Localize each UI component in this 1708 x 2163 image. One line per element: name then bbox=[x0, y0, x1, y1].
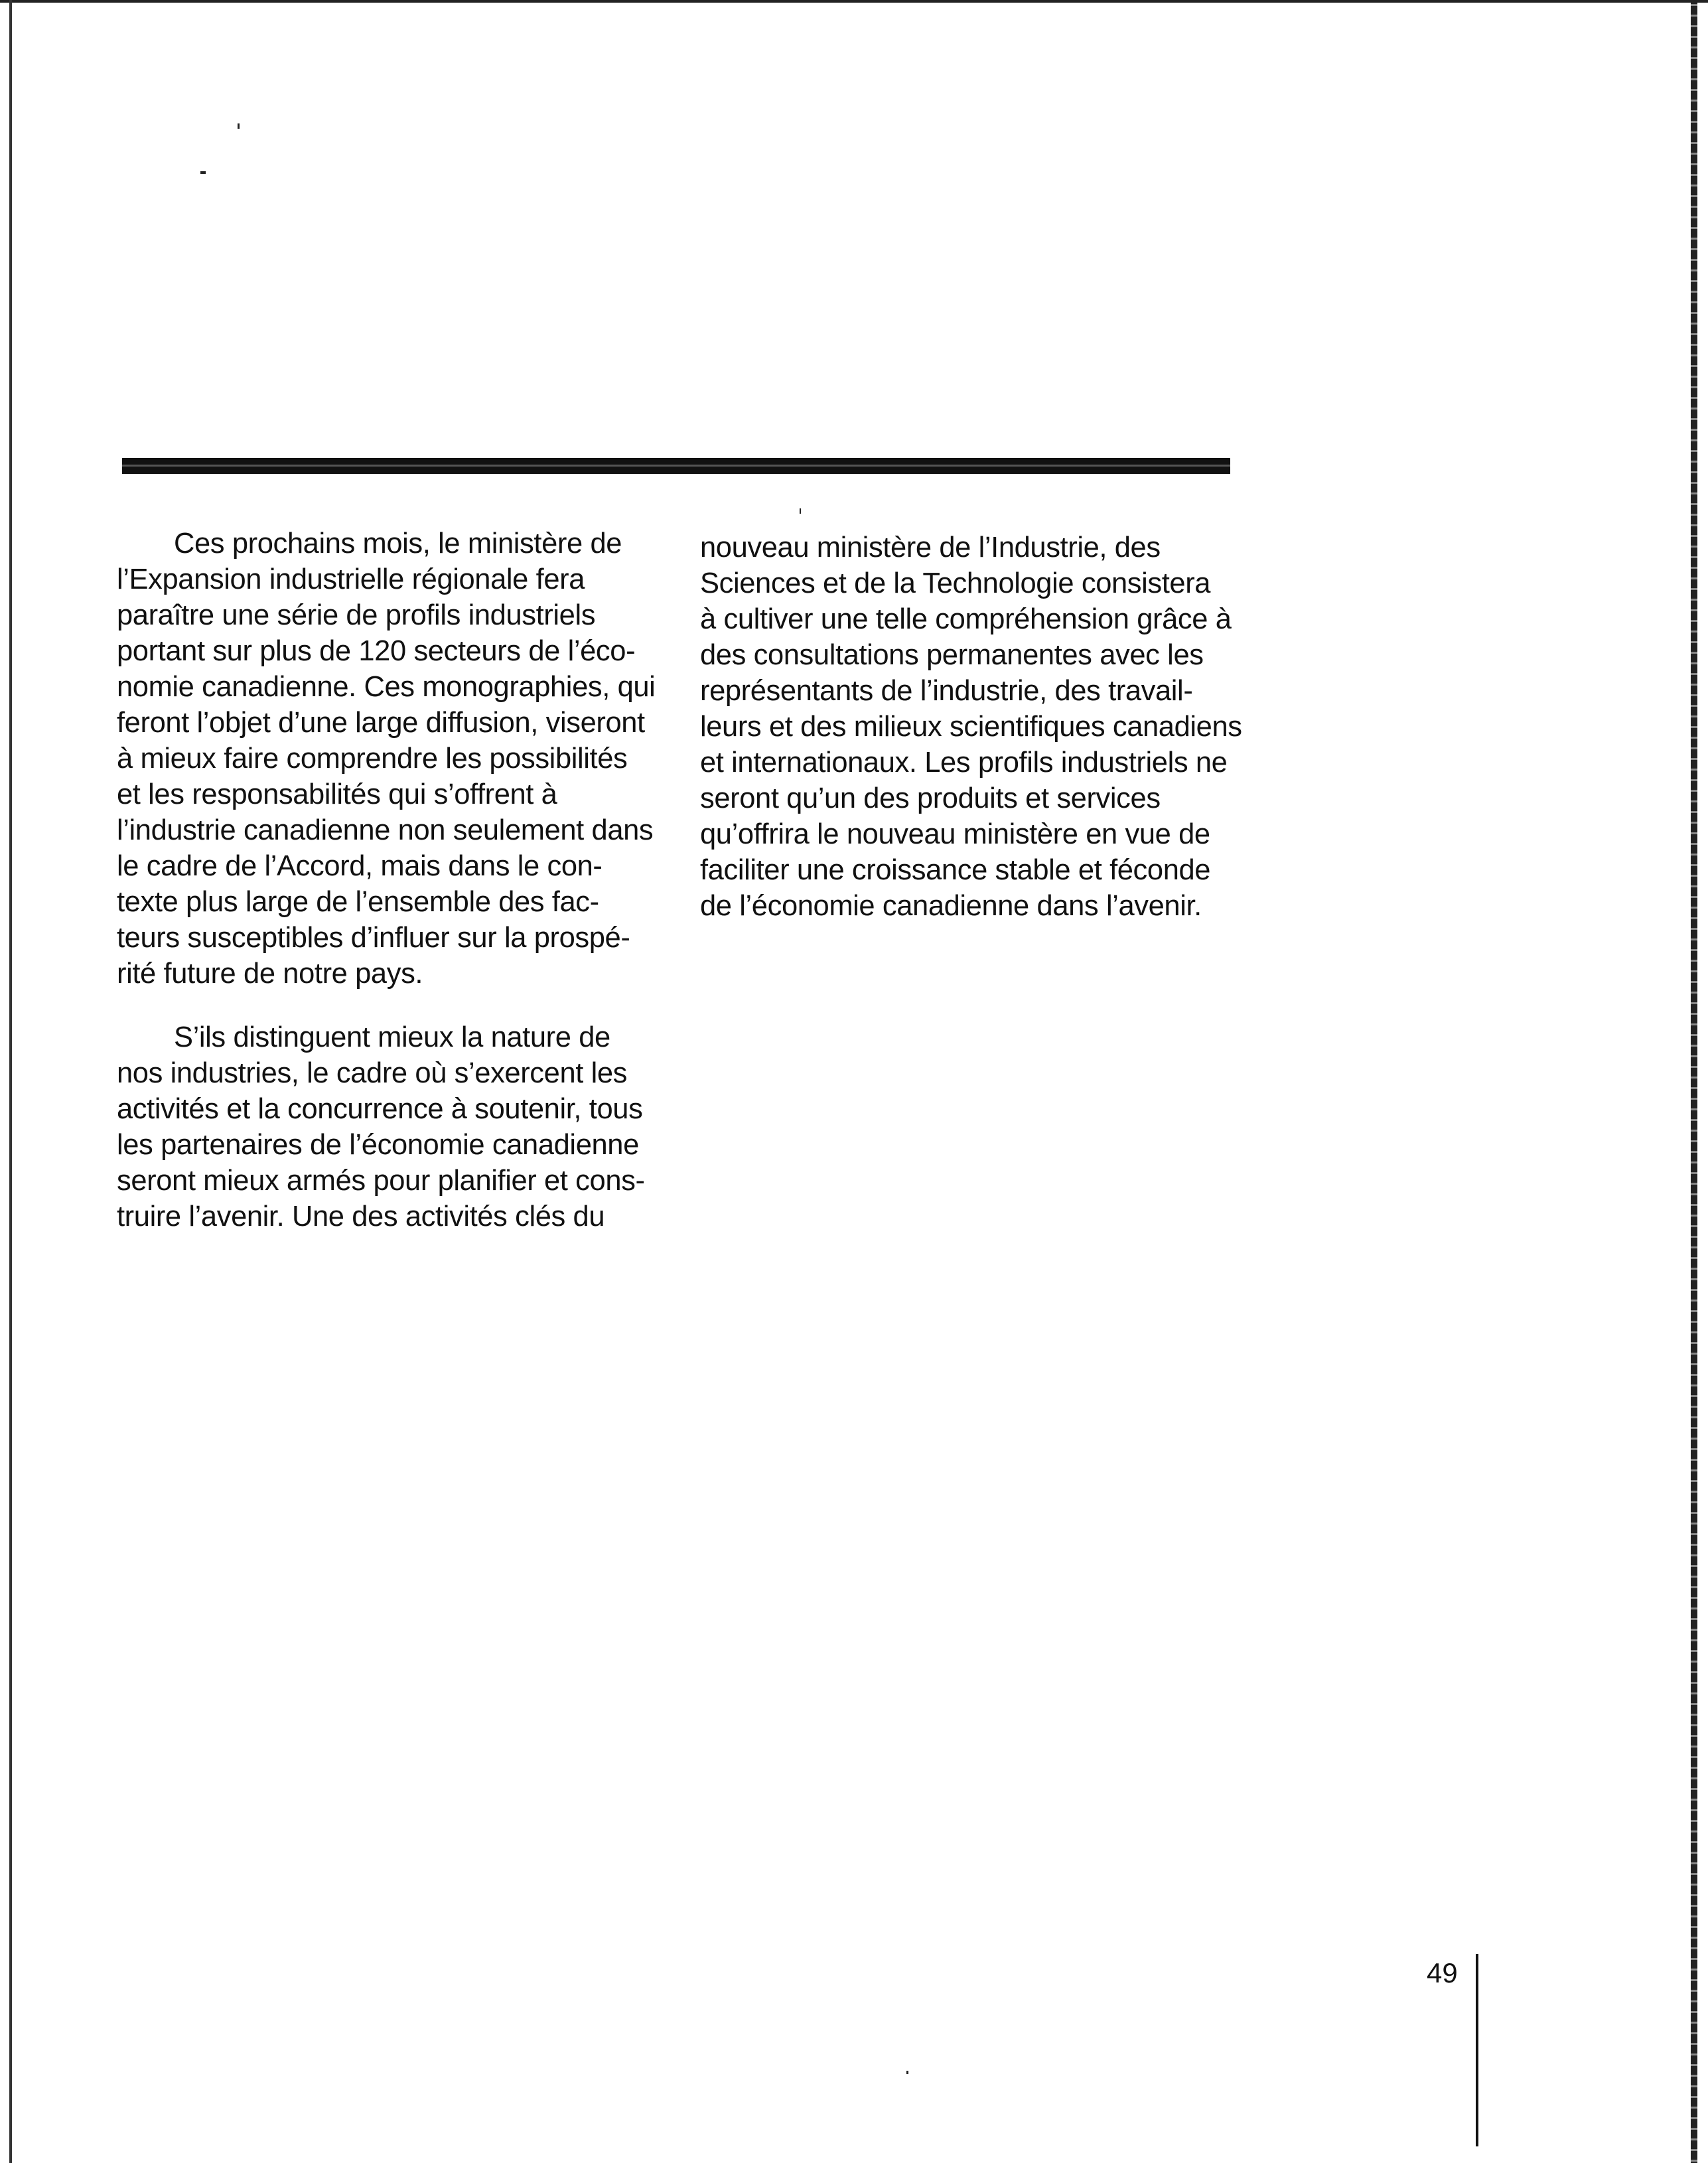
text-line: les partenaires de l’économie canadienne bbox=[117, 1129, 639, 1161]
scan-edge-right bbox=[1691, 0, 1697, 2163]
text-line: seront mieux armés pour planifier et cons- bbox=[117, 1165, 645, 1197]
text-line: et internationaux. Les profils industriels ne bbox=[700, 747, 1228, 779]
margin-bar bbox=[1476, 1954, 1478, 2146]
text-line: représentants de l’industrie, des travail- bbox=[700, 675, 1193, 707]
text-line: qu’offrira le nouveau ministère en vue de bbox=[700, 818, 1210, 850]
text-line: rité future de notre pays. bbox=[117, 958, 423, 990]
text-line: leurs et des milieux scientifiques canadiens bbox=[700, 711, 1242, 743]
scan-speck bbox=[200, 171, 206, 174]
text-line: à mieux faire comprendre les possibilités bbox=[117, 743, 628, 775]
text-line: le cadre de l’Accord, mais dans le con- bbox=[117, 850, 603, 882]
text-line: portant sur plus de 120 secteurs de l’éco- bbox=[117, 635, 636, 667]
text-line: Ces prochains mois, le ministère de bbox=[174, 528, 622, 559]
text-line: l’industrie canadienne non seulement dans bbox=[117, 814, 654, 846]
text-line: seront qu’un des produits et services bbox=[700, 783, 1161, 814]
text-line: faciliter une croissance stable et féconde bbox=[700, 854, 1211, 886]
text-line: l’Expansion industrielle régionale fera bbox=[117, 563, 585, 595]
paragraph bbox=[117, 1019, 648, 1234]
text-column-left bbox=[117, 526, 656, 1234]
text-line: truire l’avenir. Une des activités clés du bbox=[117, 1201, 605, 1232]
text-line: texte plus large de l’ensemble des fac- bbox=[117, 886, 599, 918]
scan-edge-top bbox=[0, 0, 1708, 3]
text-line: nos industries, le cadre où s’exercent les bbox=[117, 1057, 628, 1089]
paragraph bbox=[700, 530, 1242, 924]
text-line: des consultations permanentes avec les bbox=[700, 639, 1204, 671]
scan-speck bbox=[238, 123, 240, 129]
scan-speck bbox=[906, 2071, 908, 2074]
text-line: feront l’objet d’une large diffusion, viseront bbox=[117, 707, 645, 739]
text-line: Sciences et de la Technologie consistera bbox=[700, 567, 1211, 599]
text-line: paraître une série de profils industriels bbox=[117, 599, 596, 631]
text-column-right bbox=[700, 530, 1242, 924]
text-line: et les responsabilités qui s’offrent à bbox=[117, 779, 557, 810]
text-line: de l’économie canadienne dans l’avenir. bbox=[700, 890, 1202, 922]
page-number: 49 bbox=[1427, 1957, 1458, 1988]
text-line: teurs susceptibles d’influer sur la prospé- bbox=[117, 922, 630, 954]
paragraph-gap bbox=[117, 992, 648, 1019]
text-line: nomie canadienne. Ces monographies, qui bbox=[117, 671, 656, 703]
text-line: à cultiver une telle compréhension grâce à bbox=[700, 603, 1232, 635]
section-divider-rule bbox=[122, 458, 1230, 474]
text-line: nouveau ministère de l’Industrie, des bbox=[700, 532, 1161, 563]
text-line: S’ils distinguent mieux la nature de bbox=[174, 1021, 610, 1053]
paragraph bbox=[117, 526, 656, 992]
text-line: activités et la concurrence à soutenir, tous bbox=[117, 1093, 643, 1125]
scan-speck bbox=[800, 508, 801, 514]
scan-edge-left bbox=[9, 0, 12, 2163]
